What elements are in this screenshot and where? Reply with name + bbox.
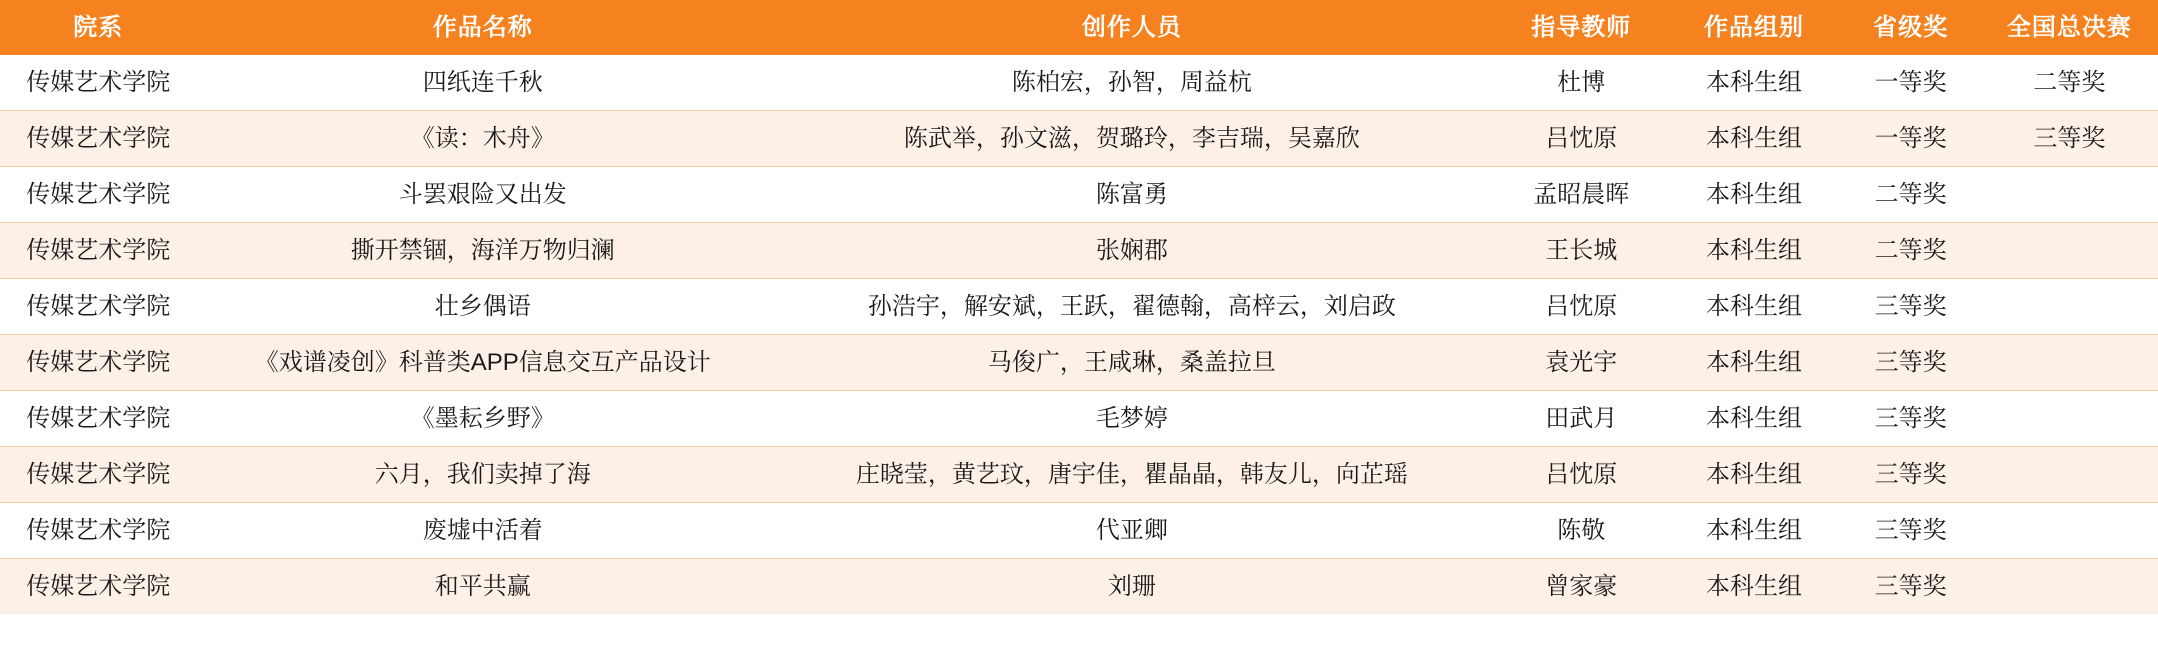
cell-advisor: 袁光宇 bbox=[1495, 335, 1668, 391]
cell-group: 本科生组 bbox=[1668, 111, 1841, 167]
cell-provincial-award: 一等奖 bbox=[1840, 111, 1980, 167]
cell-national-award bbox=[1981, 391, 2158, 447]
cell-group: 本科生组 bbox=[1668, 447, 1841, 503]
table-row bbox=[0, 55, 2158, 111]
cell-national-award bbox=[1981, 223, 2158, 279]
column-header-national-award: 全国总决赛 bbox=[1981, 0, 2158, 55]
cell-provincial-award: 二等奖 bbox=[1840, 223, 1980, 279]
cell-department: 传媒艺术学院 bbox=[0, 391, 197, 447]
cell-department: 传媒艺术学院 bbox=[0, 167, 197, 223]
cell-department: 传媒艺术学院 bbox=[0, 55, 197, 111]
cell-provincial-award: 三等奖 bbox=[1840, 503, 1980, 559]
column-header-advisor: 指导教师 bbox=[1495, 0, 1668, 55]
cell-national-award bbox=[1981, 167, 2158, 223]
column-header-work-title: 作品名称 bbox=[197, 0, 769, 55]
cell-advisor: 曾家豪 bbox=[1495, 559, 1668, 615]
cell-work-title: 《戏谱凌创》科普类APP信息交互产品设计 bbox=[197, 335, 769, 391]
cell-creators: 陈柏宏，孙智，周益杭 bbox=[769, 55, 1495, 111]
column-header-provincial-award: 省级奖 bbox=[1840, 0, 1980, 55]
cell-national-award bbox=[1981, 503, 2158, 559]
cell-provincial-award: 三等奖 bbox=[1840, 447, 1980, 503]
cell-provincial-award: 二等奖 bbox=[1840, 167, 1980, 223]
table-row bbox=[0, 503, 2158, 559]
cell-work-title: 壮乡偶语 bbox=[197, 279, 769, 335]
cell-advisor: 吕忱原 bbox=[1495, 111, 1668, 167]
cell-department: 传媒艺术学院 bbox=[0, 447, 197, 503]
cell-group: 本科生组 bbox=[1668, 503, 1841, 559]
cell-department: 传媒艺术学院 bbox=[0, 503, 197, 559]
cell-national-award bbox=[1981, 335, 2158, 391]
table-row bbox=[0, 111, 2158, 167]
cell-group: 本科生组 bbox=[1668, 279, 1841, 335]
cell-creators: 陈富勇 bbox=[769, 167, 1495, 223]
table-row bbox=[0, 167, 2158, 223]
cell-national-award bbox=[1981, 279, 2158, 335]
cell-advisor: 吕忱原 bbox=[1495, 279, 1668, 335]
cell-group: 本科生组 bbox=[1668, 223, 1841, 279]
cell-group: 本科生组 bbox=[1668, 167, 1841, 223]
cell-creators: 张娴郡 bbox=[769, 223, 1495, 279]
cell-creators: 毛梦婷 bbox=[769, 391, 1495, 447]
table-header bbox=[0, 0, 2158, 55]
cell-provincial-award: 三等奖 bbox=[1840, 391, 1980, 447]
table-row bbox=[0, 447, 2158, 503]
column-header-creators: 创作人员 bbox=[769, 0, 1495, 55]
cell-department: 传媒艺术学院 bbox=[0, 223, 197, 279]
cell-work-title: 和平共赢 bbox=[197, 559, 769, 615]
cell-provincial-award: 一等奖 bbox=[1840, 55, 1980, 111]
cell-department: 传媒艺术学院 bbox=[0, 559, 197, 615]
cell-creators: 代亚卿 bbox=[769, 503, 1495, 559]
cell-work-title: 废墟中活着 bbox=[197, 503, 769, 559]
cell-work-title: 斗罢艰险又出发 bbox=[197, 167, 769, 223]
cell-advisor: 陈敬 bbox=[1495, 503, 1668, 559]
cell-work-title: 四纸连千秋 bbox=[197, 55, 769, 111]
table-row bbox=[0, 391, 2158, 447]
cell-advisor: 吕忱原 bbox=[1495, 447, 1668, 503]
cell-group: 本科生组 bbox=[1668, 335, 1841, 391]
cell-advisor: 王长城 bbox=[1495, 223, 1668, 279]
column-header-department: 院系 bbox=[0, 0, 197, 55]
cell-work-title: 《读：木舟》 bbox=[197, 111, 769, 167]
cell-national-award: 三等奖 bbox=[1981, 111, 2158, 167]
table-header-row bbox=[0, 0, 2158, 55]
cell-national-award: 二等奖 bbox=[1981, 55, 2158, 111]
cell-department: 传媒艺术学院 bbox=[0, 279, 197, 335]
cell-group: 本科生组 bbox=[1668, 55, 1841, 111]
cell-creators: 刘珊 bbox=[769, 559, 1495, 615]
table-row bbox=[0, 279, 2158, 335]
cell-advisor: 孟昭晨晖 bbox=[1495, 167, 1668, 223]
cell-group: 本科生组 bbox=[1668, 559, 1841, 615]
cell-national-award bbox=[1981, 447, 2158, 503]
cell-work-title: 撕开禁锢，海洋万物归澜 bbox=[197, 223, 769, 279]
cell-department: 传媒艺术学院 bbox=[0, 335, 197, 391]
cell-department: 传媒艺术学院 bbox=[0, 111, 197, 167]
cell-advisor: 杜博 bbox=[1495, 55, 1668, 111]
cell-provincial-award: 三等奖 bbox=[1840, 279, 1980, 335]
cell-group: 本科生组 bbox=[1668, 391, 1841, 447]
cell-creators: 孙浩宇，解安斌，王跃，翟德翰，高梓云，刘启政 bbox=[769, 279, 1495, 335]
cell-creators: 陈武举，孙文滋，贺璐玲，李吉瑞，吴嘉欣 bbox=[769, 111, 1495, 167]
cell-creators: 马俊广，王咸琳，桑盖拉旦 bbox=[769, 335, 1495, 391]
table-row bbox=[0, 335, 2158, 391]
table-row bbox=[0, 559, 2158, 615]
cell-national-award bbox=[1981, 559, 2158, 615]
table-body bbox=[0, 55, 2158, 614]
cell-advisor: 田武月 bbox=[1495, 391, 1668, 447]
column-header-group: 作品组别 bbox=[1668, 0, 1841, 55]
cell-provincial-award: 三等奖 bbox=[1840, 335, 1980, 391]
cell-creators: 庄晓莹，黄艺玟，唐宇佳，瞿晶晶，韩友儿，向芷瑶 bbox=[769, 447, 1495, 503]
cell-work-title: 六月，我们卖掉了海 bbox=[197, 447, 769, 503]
table-row bbox=[0, 223, 2158, 279]
cell-work-title: 《墨耘乡野》 bbox=[197, 391, 769, 447]
cell-provincial-award: 三等奖 bbox=[1840, 559, 1980, 615]
